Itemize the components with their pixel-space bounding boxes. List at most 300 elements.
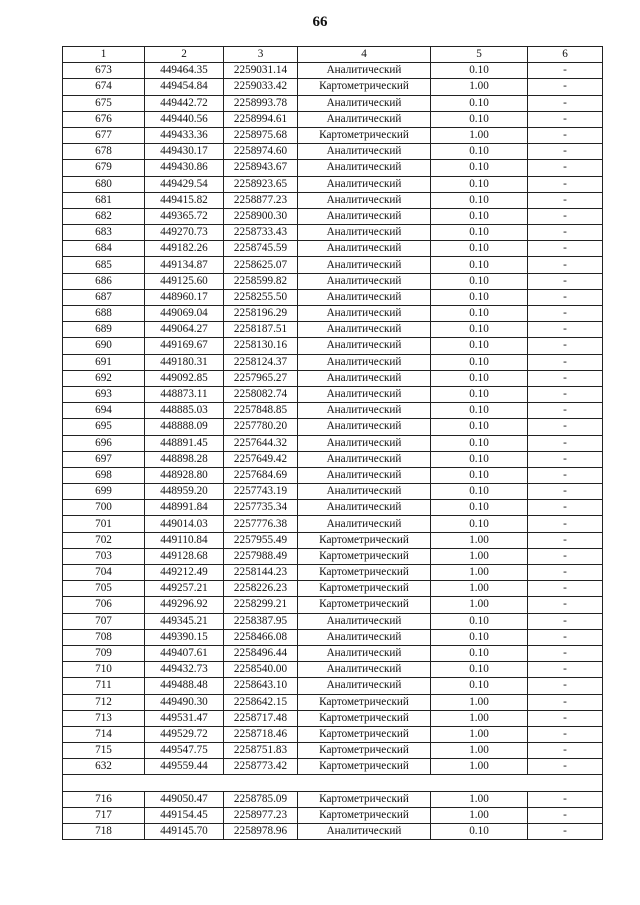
note-cell: -	[528, 548, 603, 564]
point-number-cell: 679	[63, 160, 145, 176]
method-cell: Картометрический	[298, 597, 431, 613]
table-row	[63, 144, 603, 160]
table-row	[63, 548, 603, 564]
x-coordinate-cell: 449125.60	[145, 273, 224, 289]
method-cell: Картометрический	[298, 548, 431, 564]
accuracy-cell: 0.10	[431, 160, 528, 176]
y-coordinate-cell: 2257644.32	[224, 435, 298, 451]
accuracy-cell: 0.10	[431, 451, 528, 467]
note-cell: -	[528, 160, 603, 176]
point-number-cell: 710	[63, 662, 145, 678]
note-cell: -	[528, 257, 603, 273]
page-number: 66	[312, 14, 328, 30]
point-number-cell: 707	[63, 613, 145, 629]
table-row	[63, 629, 603, 645]
table-row	[63, 824, 603, 840]
method-cell: Аналитический	[298, 257, 431, 273]
x-coordinate-cell: 449430.86	[145, 160, 224, 176]
accuracy-cell: 1.00	[431, 597, 528, 613]
y-coordinate-cell: 2257965.27	[224, 370, 298, 386]
method-cell: Аналитический	[298, 322, 431, 338]
accuracy-cell: 0.10	[431, 500, 528, 516]
y-coordinate-cell: 2258993.78	[224, 95, 298, 111]
point-number-cell: 715	[63, 743, 145, 759]
x-coordinate-cell: 448888.09	[145, 419, 224, 435]
table-row	[63, 370, 603, 386]
header-cell-5: 5	[431, 47, 528, 63]
note-cell: -	[528, 743, 603, 759]
accuracy-cell: 0.10	[431, 257, 528, 273]
header-cell-6: 6	[528, 47, 603, 63]
table-row	[63, 225, 603, 241]
y-coordinate-cell: 2257776.38	[224, 516, 298, 532]
y-coordinate-cell: 2258975.68	[224, 127, 298, 143]
header-cell-3: 3	[224, 47, 298, 63]
accuracy-cell: 0.10	[431, 241, 528, 257]
accuracy-cell: 0.10	[431, 225, 528, 241]
y-coordinate-cell: 2258387.95	[224, 613, 298, 629]
method-cell: Картометрический	[298, 710, 431, 726]
table-row	[63, 419, 603, 435]
method-cell: Аналитический	[298, 144, 431, 160]
table-row	[63, 208, 603, 224]
accuracy-cell: 1.00	[431, 807, 528, 823]
table-row	[63, 726, 603, 742]
y-coordinate-cell: 2257780.20	[224, 419, 298, 435]
y-coordinate-cell: 2257955.49	[224, 532, 298, 548]
table-row	[63, 662, 603, 678]
note-cell: -	[528, 192, 603, 208]
point-number-cell: 687	[63, 289, 145, 305]
table-row	[63, 289, 603, 305]
table-row	[63, 273, 603, 289]
method-cell: Аналитический	[298, 516, 431, 532]
y-coordinate-cell: 2258187.51	[224, 322, 298, 338]
table-row	[63, 581, 603, 597]
accuracy-cell: 1.00	[431, 726, 528, 742]
accuracy-cell: 1.00	[431, 565, 528, 581]
table-row	[63, 597, 603, 613]
note-cell: -	[528, 824, 603, 840]
x-coordinate-cell: 448891.45	[145, 435, 224, 451]
point-number-cell: 709	[63, 645, 145, 661]
table-row	[63, 386, 603, 402]
y-coordinate-cell: 2258923.65	[224, 176, 298, 192]
y-coordinate-cell: 2258900.30	[224, 208, 298, 224]
x-coordinate-cell: 449014.03	[145, 516, 224, 532]
x-coordinate-cell: 449454.84	[145, 79, 224, 95]
x-coordinate-cell: 449050.47	[145, 791, 224, 807]
method-cell: Аналитический	[298, 629, 431, 645]
header-cell-2: 2	[145, 47, 224, 63]
method-cell: Аналитический	[298, 95, 431, 111]
note-cell: -	[528, 807, 603, 823]
method-cell: Аналитический	[298, 824, 431, 840]
accuracy-cell: 1.00	[431, 581, 528, 597]
accuracy-cell: 0.10	[431, 273, 528, 289]
x-coordinate-cell: 449169.67	[145, 338, 224, 354]
accuracy-cell: 1.00	[431, 759, 528, 775]
method-cell: Аналитический	[298, 111, 431, 127]
x-coordinate-cell: 449531.47	[145, 710, 224, 726]
point-number-cell: 692	[63, 370, 145, 386]
table-row	[63, 694, 603, 710]
table-row	[63, 241, 603, 257]
table-row	[63, 791, 603, 807]
accuracy-cell: 0.10	[431, 435, 528, 451]
y-coordinate-cell: 2258977.23	[224, 807, 298, 823]
table-row	[63, 565, 603, 581]
y-coordinate-cell: 2258540.00	[224, 662, 298, 678]
y-coordinate-cell: 2258130.16	[224, 338, 298, 354]
accuracy-cell: 1.00	[431, 743, 528, 759]
y-coordinate-cell: 2259033.42	[224, 79, 298, 95]
y-coordinate-cell: 2258255.50	[224, 289, 298, 305]
x-coordinate-cell: 449180.31	[145, 354, 224, 370]
table-row	[63, 532, 603, 548]
accuracy-cell: 1.00	[431, 694, 528, 710]
x-coordinate-cell: 449390.15	[145, 629, 224, 645]
x-coordinate-cell: 449429.54	[145, 176, 224, 192]
point-number-cell: 705	[63, 581, 145, 597]
note-cell: -	[528, 403, 603, 419]
point-number-cell: 697	[63, 451, 145, 467]
x-coordinate-cell: 448959.20	[145, 484, 224, 500]
accuracy-cell: 0.10	[431, 354, 528, 370]
x-coordinate-cell: 449257.21	[145, 581, 224, 597]
y-coordinate-cell: 2258643.10	[224, 678, 298, 694]
x-coordinate-cell: 449488.48	[145, 678, 224, 694]
y-coordinate-cell: 2258082.74	[224, 386, 298, 402]
point-number-cell: 673	[63, 63, 145, 79]
header-cell-1: 1	[63, 47, 145, 63]
x-coordinate-cell: 449547.75	[145, 743, 224, 759]
method-cell: Аналитический	[298, 338, 431, 354]
method-cell: Аналитический	[298, 484, 431, 500]
point-number-cell: 684	[63, 241, 145, 257]
table-row	[63, 743, 603, 759]
point-number-cell: 685	[63, 257, 145, 273]
point-number-cell: 691	[63, 354, 145, 370]
point-number-cell: 700	[63, 500, 145, 516]
y-coordinate-cell: 2258785.09	[224, 791, 298, 807]
table-gap-row	[63, 775, 603, 791]
table-row	[63, 338, 603, 354]
point-number-cell: 680	[63, 176, 145, 192]
x-coordinate-cell: 449110.84	[145, 532, 224, 548]
x-coordinate-cell: 449365.72	[145, 208, 224, 224]
note-cell: -	[528, 144, 603, 160]
y-coordinate-cell: 2258717.48	[224, 710, 298, 726]
accuracy-cell: 0.10	[431, 144, 528, 160]
y-coordinate-cell: 2258718.46	[224, 726, 298, 742]
y-coordinate-cell: 2258642.15	[224, 694, 298, 710]
method-cell: Аналитический	[298, 354, 431, 370]
table-row	[63, 645, 603, 661]
accuracy-cell: 1.00	[431, 548, 528, 564]
method-cell: Картометрический	[298, 127, 431, 143]
point-number-cell: 675	[63, 95, 145, 111]
table-row	[63, 127, 603, 143]
method-cell: Картометрический	[298, 694, 431, 710]
method-cell: Аналитический	[298, 467, 431, 483]
x-coordinate-cell: 449464.35	[145, 63, 224, 79]
method-cell: Аналитический	[298, 386, 431, 402]
point-number-cell: 718	[63, 824, 145, 840]
x-coordinate-cell: 448873.11	[145, 386, 224, 402]
x-coordinate-cell: 449442.72	[145, 95, 224, 111]
point-number-cell: 674	[63, 79, 145, 95]
note-cell: -	[528, 208, 603, 224]
table-row	[63, 678, 603, 694]
coordinates-table-body	[63, 47, 603, 840]
y-coordinate-cell: 2257684.69	[224, 467, 298, 483]
point-number-cell: 632	[63, 759, 145, 775]
y-coordinate-cell: 2258994.61	[224, 111, 298, 127]
accuracy-cell: 0.10	[431, 338, 528, 354]
accuracy-cell: 0.10	[431, 662, 528, 678]
method-cell: Аналитический	[298, 370, 431, 386]
accuracy-cell: 0.10	[431, 516, 528, 532]
y-coordinate-cell: 2258124.37	[224, 354, 298, 370]
accuracy-cell: 1.00	[431, 79, 528, 95]
table-row	[63, 516, 603, 532]
y-coordinate-cell: 2257743.19	[224, 484, 298, 500]
note-cell: -	[528, 338, 603, 354]
method-cell: Аналитический	[298, 500, 431, 516]
y-coordinate-cell: 2258877.23	[224, 192, 298, 208]
table-row	[63, 500, 603, 516]
accuracy-cell: 0.10	[431, 645, 528, 661]
method-cell: Картометрический	[298, 759, 431, 775]
table-row	[63, 63, 603, 79]
table-row	[63, 403, 603, 419]
point-number-cell: 681	[63, 192, 145, 208]
method-cell: Аналитический	[298, 435, 431, 451]
table-row	[63, 176, 603, 192]
method-cell: Аналитический	[298, 662, 431, 678]
table-row	[63, 484, 603, 500]
y-coordinate-cell: 2258625.07	[224, 257, 298, 273]
method-cell: Аналитический	[298, 289, 431, 305]
y-coordinate-cell: 2258599.82	[224, 273, 298, 289]
note-cell: -	[528, 791, 603, 807]
table-row	[63, 467, 603, 483]
method-cell: Аналитический	[298, 273, 431, 289]
table-row	[63, 111, 603, 127]
point-number-cell: 696	[63, 435, 145, 451]
note-cell: -	[528, 306, 603, 322]
accuracy-cell: 0.10	[431, 467, 528, 483]
note-cell: -	[528, 419, 603, 435]
y-coordinate-cell: 2258466.08	[224, 629, 298, 645]
note-cell: -	[528, 581, 603, 597]
note-cell: -	[528, 354, 603, 370]
y-coordinate-cell: 2258733.43	[224, 225, 298, 241]
note-cell: -	[528, 645, 603, 661]
y-coordinate-cell: 2258144.23	[224, 565, 298, 581]
y-coordinate-cell: 2258978.96	[224, 824, 298, 840]
point-number-cell: 694	[63, 403, 145, 419]
point-number-cell: 693	[63, 386, 145, 402]
x-coordinate-cell: 449559.44	[145, 759, 224, 775]
method-cell: Картометрический	[298, 726, 431, 742]
method-cell: Аналитический	[298, 176, 431, 192]
point-number-cell: 688	[63, 306, 145, 322]
method-cell: Картометрический	[298, 565, 431, 581]
method-cell: Аналитический	[298, 225, 431, 241]
note-cell: -	[528, 662, 603, 678]
note-cell: -	[528, 597, 603, 613]
accuracy-cell: 0.10	[431, 63, 528, 79]
accuracy-cell: 1.00	[431, 791, 528, 807]
y-coordinate-cell: 2257649.42	[224, 451, 298, 467]
method-cell: Аналитический	[298, 63, 431, 79]
table-header-row	[63, 47, 603, 63]
point-number-cell: 708	[63, 629, 145, 645]
x-coordinate-cell: 449345.21	[145, 613, 224, 629]
note-cell: -	[528, 467, 603, 483]
y-coordinate-cell: 2258974.60	[224, 144, 298, 160]
table-row	[63, 79, 603, 95]
y-coordinate-cell: 2258299.21	[224, 597, 298, 613]
note-cell: -	[528, 273, 603, 289]
note-cell: -	[528, 629, 603, 645]
table-row	[63, 306, 603, 322]
accuracy-cell: 0.10	[431, 322, 528, 338]
y-coordinate-cell: 2257848.85	[224, 403, 298, 419]
accuracy-cell: 1.00	[431, 127, 528, 143]
table-row	[63, 759, 603, 775]
method-cell: Аналитический	[298, 192, 431, 208]
note-cell: -	[528, 111, 603, 127]
method-cell: Картометрический	[298, 79, 431, 95]
point-number-cell: 698	[63, 467, 145, 483]
x-coordinate-cell: 449529.72	[145, 726, 224, 742]
accuracy-cell: 1.00	[431, 710, 528, 726]
x-coordinate-cell: 449490.30	[145, 694, 224, 710]
note-cell: -	[528, 726, 603, 742]
method-cell: Картометрический	[298, 532, 431, 548]
note-cell: -	[528, 435, 603, 451]
x-coordinate-cell: 449212.49	[145, 565, 224, 581]
note-cell: -	[528, 532, 603, 548]
method-cell: Картометрический	[298, 743, 431, 759]
accuracy-cell: 0.10	[431, 289, 528, 305]
note-cell: -	[528, 79, 603, 95]
point-number-cell: 713	[63, 710, 145, 726]
point-number-cell: 678	[63, 144, 145, 160]
point-number-cell: 702	[63, 532, 145, 548]
point-number-cell: 676	[63, 111, 145, 127]
point-number-cell: 690	[63, 338, 145, 354]
table-row	[63, 435, 603, 451]
note-cell: -	[528, 451, 603, 467]
accuracy-cell: 0.10	[431, 824, 528, 840]
note-cell: -	[528, 63, 603, 79]
method-cell: Аналитический	[298, 306, 431, 322]
point-number-cell: 714	[63, 726, 145, 742]
x-coordinate-cell: 448991.84	[145, 500, 224, 516]
x-coordinate-cell: 448898.28	[145, 451, 224, 467]
accuracy-cell: 0.10	[431, 95, 528, 111]
note-cell: -	[528, 484, 603, 500]
y-coordinate-cell: 2258751.83	[224, 743, 298, 759]
note-cell: -	[528, 322, 603, 338]
gap-cell	[63, 775, 603, 791]
x-coordinate-cell: 449154.45	[145, 807, 224, 823]
note-cell: -	[528, 759, 603, 775]
method-cell: Аналитический	[298, 403, 431, 419]
point-number-cell: 677	[63, 127, 145, 143]
x-coordinate-cell: 449134.87	[145, 257, 224, 273]
point-number-cell: 682	[63, 208, 145, 224]
y-coordinate-cell: 2258496.44	[224, 645, 298, 661]
accuracy-cell: 0.10	[431, 370, 528, 386]
table-row	[63, 807, 603, 823]
point-number-cell: 706	[63, 597, 145, 613]
x-coordinate-cell: 448885.03	[145, 403, 224, 419]
x-coordinate-cell: 449430.17	[145, 144, 224, 160]
accuracy-cell: 0.10	[431, 613, 528, 629]
note-cell: -	[528, 694, 603, 710]
method-cell: Аналитический	[298, 451, 431, 467]
x-coordinate-cell: 449415.82	[145, 192, 224, 208]
point-number-cell: 717	[63, 807, 145, 823]
note-cell: -	[528, 613, 603, 629]
accuracy-cell: 0.10	[431, 176, 528, 192]
point-number-cell: 695	[63, 419, 145, 435]
note-cell: -	[528, 516, 603, 532]
x-coordinate-cell: 449433.36	[145, 127, 224, 143]
note-cell: -	[528, 127, 603, 143]
header-cell-4: 4	[298, 47, 431, 63]
method-cell: Картометрический	[298, 581, 431, 597]
x-coordinate-cell: 449128.68	[145, 548, 224, 564]
x-coordinate-cell: 449145.70	[145, 824, 224, 840]
method-cell: Аналитический	[298, 613, 431, 629]
x-coordinate-cell: 449064.27	[145, 322, 224, 338]
table-row	[63, 95, 603, 111]
accuracy-cell: 0.10	[431, 386, 528, 402]
accuracy-cell: 0.10	[431, 419, 528, 435]
accuracy-cell: 0.10	[431, 306, 528, 322]
y-coordinate-cell: 2258745.59	[224, 241, 298, 257]
method-cell: Аналитический	[298, 419, 431, 435]
y-coordinate-cell: 2258226.23	[224, 581, 298, 597]
point-number-cell: 689	[63, 322, 145, 338]
accuracy-cell: 0.10	[431, 111, 528, 127]
y-coordinate-cell: 2258773.42	[224, 759, 298, 775]
x-coordinate-cell: 449440.56	[145, 111, 224, 127]
x-coordinate-cell: 449270.73	[145, 225, 224, 241]
accuracy-cell: 0.10	[431, 208, 528, 224]
note-cell: -	[528, 176, 603, 192]
method-cell: Аналитический	[298, 678, 431, 694]
method-cell: Картометрический	[298, 791, 431, 807]
note-cell: -	[528, 500, 603, 516]
method-cell: Аналитический	[298, 208, 431, 224]
method-cell: Аналитический	[298, 645, 431, 661]
accuracy-cell: 0.10	[431, 403, 528, 419]
x-coordinate-cell: 449432.73	[145, 662, 224, 678]
point-number-cell: 712	[63, 694, 145, 710]
note-cell: -	[528, 710, 603, 726]
table-row	[63, 613, 603, 629]
accuracy-cell: 0.10	[431, 629, 528, 645]
method-cell: Аналитический	[298, 160, 431, 176]
note-cell: -	[528, 289, 603, 305]
